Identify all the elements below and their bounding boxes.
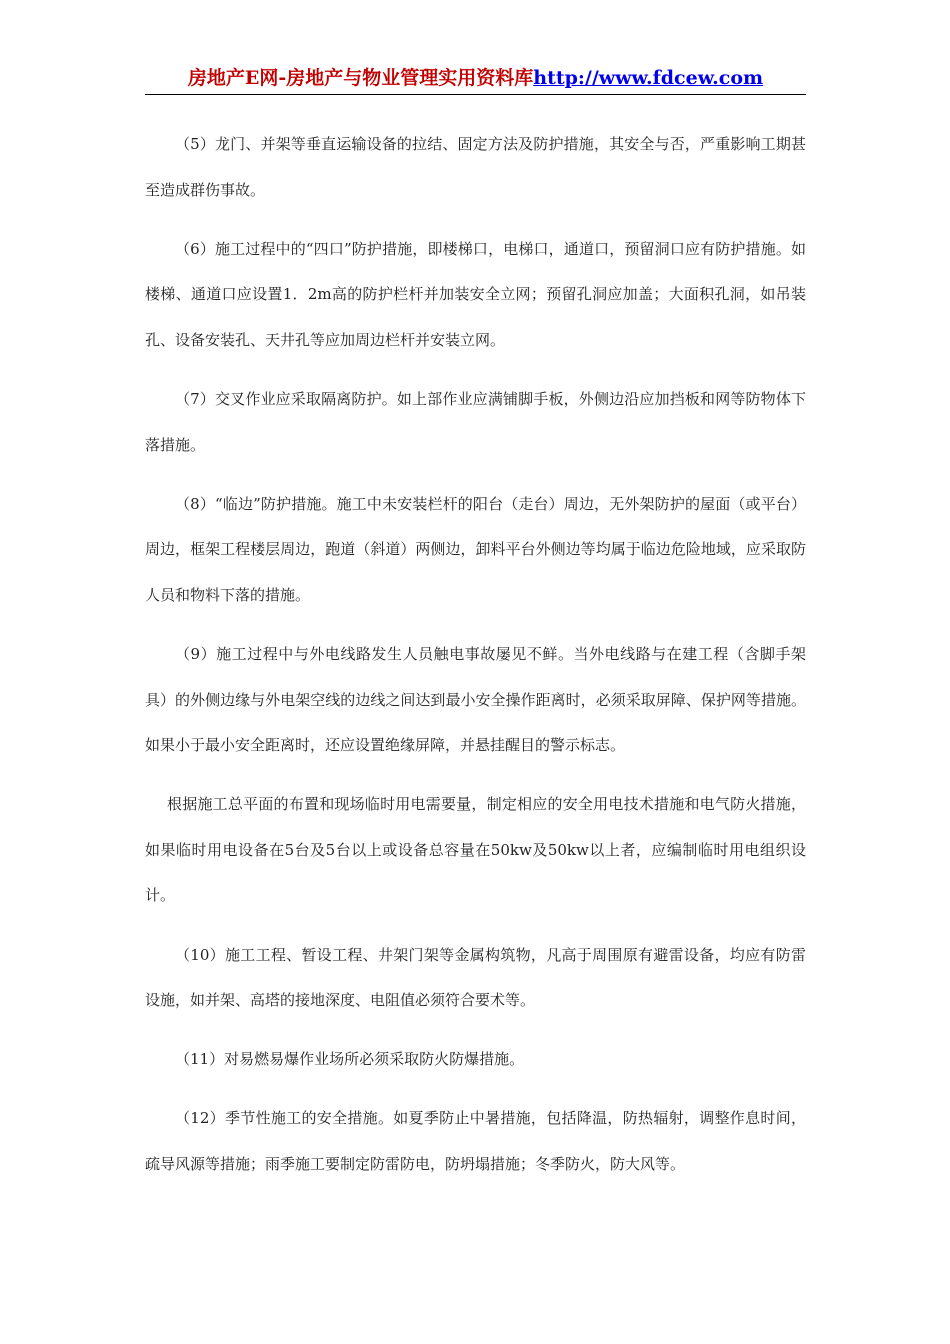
site-link[interactable]: http://www.fdcew.com	[533, 67, 764, 89]
site-title: 房地产E网-房地产与物业管理实用资料库	[187, 67, 534, 89]
paragraph-electrical: 根据施工总平面的布置和现场临时用电需要量，制定相应的安全用电技术措施和电气防火措施，如果临时用电设备在5台及5台以上或设备总容量在50kw及50kw以上者，应编制临时用电组织设计。	[145, 795, 806, 905]
page-header	[145, 62, 806, 95]
paragraph-8: （8）“临边”防护措施。施工中未安装栏杆的阳台（走台）周边，无外架防护的屋面（或平台）周边，框架工程楼层周边，跑道（斜道）两侧边，卸料平台外侧边等均属于临边危险地域，应采取防人员和物料下落的措施。	[145, 494, 806, 604]
paragraph-10: （10）施工工程、暂设工程、井架门架等金属构筑物，凡高于周围原有避雷设备，均应有防雷设施，如并架、高塔的接地深度、电阻值必须符合要术等。	[145, 945, 806, 1010]
paragraph-9: （9）施工过程中与外电线路发生人员触电事故屡见不鲜。当外电线路与在建工程（含脚手架具）的外侧边缘与外电架空线的边线之间达到最小安全操作距离时，必须采取屏障、保护网等措施。如果小于最小安全距离时，还应设置绝缘屏障，并悬挂醒目的警示标志。	[145, 644, 806, 755]
paragraph-6: （6）施工过程中的“四口”防护措施，即楼梯口，电梯口，通道口，预留洞口应有防护措施。如楼梯、通道口应设置1．2m高的防护栏杆并加装安全立网；预留孔洞应加盖；大面积孔洞，如吊装孔、设备安装孔、天井孔等应加周边栏杆并安装立网。	[145, 239, 806, 349]
paragraph-11: （11）对易燃易爆作业场所必须采取防火防爆措施。	[175, 1050, 525, 1069]
paragraph-12: （12）季节性施工的安全措施。如夏季防止中暑措施，包括降温，防热辐射，调整作息时间，疏导风源等措施；雨季施工要制定防雷防电，防坍塌措施；冬季防火，防大风等。	[145, 1109, 806, 1173]
document-body	[145, 122, 806, 1187]
paragraph-5: （5）龙门、并架等垂直运输设备的拉结、固定方法及防护措施，其安全与否，严重影响工期甚至造成群伤事故。	[145, 135, 806, 199]
paragraph-7: （7）交叉作业应采取隔离防护。如上部作业应满铺脚手板，外侧边沿应加挡板和网等防物体下落措施。	[145, 389, 806, 454]
